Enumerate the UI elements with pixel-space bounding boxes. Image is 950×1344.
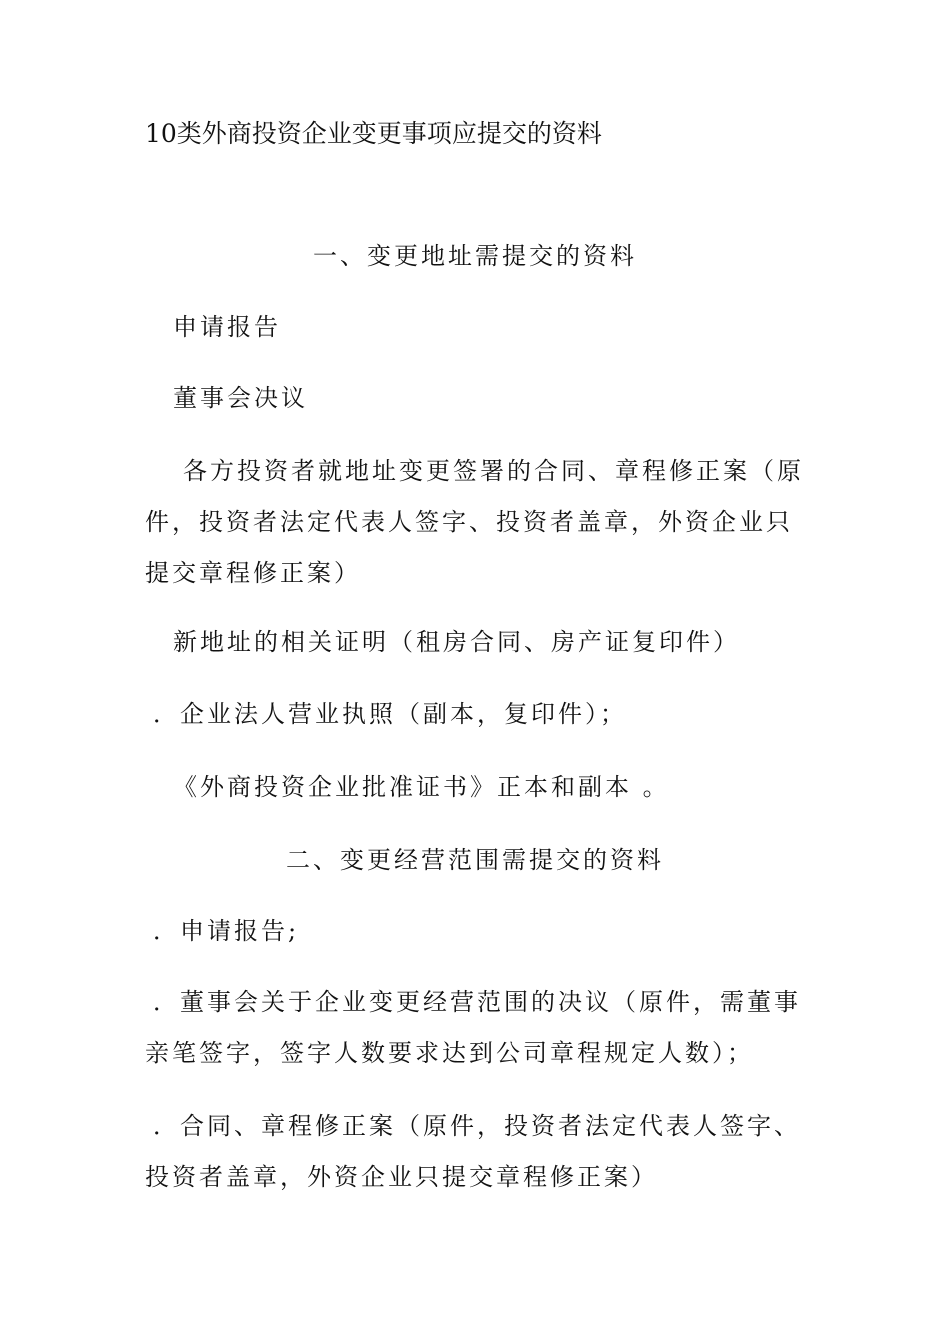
list-item: ．合同、章程修正案（原件，投资者法定代表人签字、投资者盖章，外资企业只提交章程修正案） — [145, 1112, 801, 1191]
list-item: 《外商投资企业批准证书》正本和副本 。 — [173, 773, 670, 801]
section-heading-business-scope: 二、变更经营范围需提交的资料 — [286, 846, 664, 874]
list-item: 各方投资者就地址变更签署的合同、章程修正案（原件，投资者法定代表人签字、投资者盖章，外资企业只提交章程修正案） — [145, 457, 804, 587]
list-item: ．申请报告; — [153, 917, 300, 945]
list-item: ．董事会关于企业变更经营范围的决议（原件，需董事亲笔签字，签字人数要求达到公司章程规定人数）； — [145, 988, 801, 1067]
list-item: 董事会决议 — [173, 384, 308, 412]
list-item: 申请报告 — [173, 313, 281, 341]
list-item: 新地址的相关证明（租房合同、房产证复印件） — [173, 628, 740, 656]
document-title: 10类外商投资企业变更事项应提交的资料 — [145, 119, 602, 148]
list-item: ．企业法人营业执照（副本，复印件）； — [153, 700, 627, 728]
section-heading-address: 一、变更地址需提交的资料 — [313, 242, 637, 270]
